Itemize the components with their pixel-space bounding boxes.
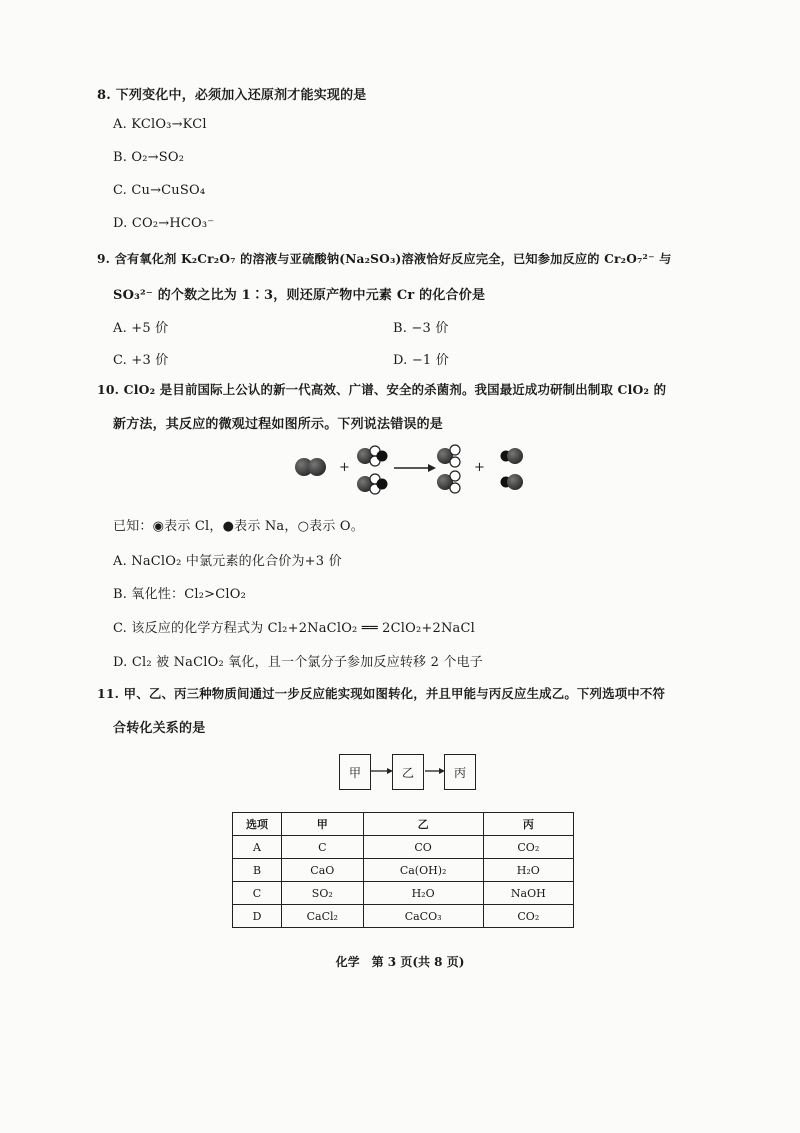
- table-cell: H₂O: [363, 882, 483, 905]
- nacl-molecule: [501, 474, 524, 490]
- q10-option-b: B. 氧化性：Cl₂>ClO₂: [113, 587, 247, 602]
- page-footer: 化学 第 3 页(共 8 页): [335, 955, 465, 969]
- plus-sign: +: [339, 460, 350, 475]
- table-cell: CaCO₃: [363, 905, 483, 928]
- q10-option-d: D. Cl₂ 被 NaClO₂ 氧化，且一个氯分子参加反应转移 2 个电子: [113, 655, 483, 670]
- table-header: 选项: [233, 813, 282, 836]
- table-header: 丙: [483, 813, 573, 836]
- plus-sign: +: [474, 460, 485, 475]
- box-bing: 丙: [444, 754, 476, 790]
- transform-arrows: [369, 764, 449, 778]
- naclo2-molecule: [357, 446, 388, 466]
- table-row: [233, 905, 574, 928]
- q9-stem-line2: SO₃²⁻ 的个数之比为 1∶3，则还原产物中元素 Cr 的化合价是: [113, 288, 486, 303]
- q8-option-d: D. CO₂→HCO₃⁻: [113, 216, 215, 231]
- table-cell: CO₂: [483, 836, 573, 859]
- box-jia: 甲: [339, 754, 371, 790]
- q8-option-c: C. Cu→CuSO₄: [113, 183, 206, 198]
- table-header: 甲: [282, 813, 364, 836]
- q9-option-d: D. −1 价: [393, 353, 449, 368]
- q9-option-c: C. +3 价: [113, 353, 169, 368]
- table-cell: H₂O: [483, 859, 573, 882]
- options-table: [232, 812, 574, 928]
- table-header: 乙: [363, 813, 483, 836]
- q10-option-c: C. 该反应的化学方程式为 Cl₂+2NaClO₂ ══ 2ClO₂+2NaCl: [113, 621, 476, 636]
- q10-stem-line1: 10. ClO₂ 是目前国际上公认的新一代高效、广谱、安全的杀菌剂。我国最近成功研制出制取 ClO₂ 的: [97, 382, 667, 397]
- reaction-diagram: [290, 442, 530, 500]
- q10-legend: 已知：◉表示 Cl，●表示 Na，○表示 O。: [113, 519, 364, 534]
- table-cell: C: [233, 882, 282, 905]
- q9-stem-line1: 9. 含有氧化剂 K₂Cr₂O₇ 的溶液与亚硫酸钠(Na₂SO₃)溶液恰好反应完全，已知参加反应的 Cr₂O₇²⁻ 与: [97, 252, 672, 266]
- q10-stem-line2: 新方法，其反应的微观过程如图所示。下列说法错误的是: [113, 417, 444, 432]
- table-cell: C: [282, 836, 364, 859]
- nacl-molecule: [501, 448, 524, 464]
- clo2-molecule: [437, 471, 460, 493]
- table-cell: SO₂: [282, 882, 364, 905]
- q10-option-a: A. NaClO₂ 中氯元素的化合价为+3 价: [113, 554, 342, 569]
- table-cell: Ca(OH)₂: [363, 859, 483, 882]
- table-row: [233, 836, 574, 859]
- q9-option-a: A. +5 价: [113, 321, 169, 336]
- table-row: [233, 882, 574, 905]
- table-row: [233, 859, 574, 882]
- q8-stem: 8. 下列变化中，必须加入还原剂才能实现的是: [97, 88, 367, 103]
- q11-stem-line2: 合转化关系的是: [113, 721, 206, 736]
- q9-option-b: B. −3 价: [393, 321, 449, 336]
- q8-option-b: B. O₂→SO₂: [113, 150, 185, 165]
- table-cell: CO₂: [483, 905, 573, 928]
- q11-stem-line1: 11. 甲、乙、丙三种物质间通过一步反应能实现如图转化，并且甲能与丙反应生成乙。下列选项中不符: [97, 686, 666, 701]
- naclo2-molecule: [357, 474, 388, 494]
- table-cell: CO: [363, 836, 483, 859]
- clo2-molecule: [437, 445, 460, 467]
- box-yi: 乙: [392, 754, 424, 790]
- table-cell: B: [233, 859, 282, 882]
- table-cell: NaOH: [483, 882, 573, 905]
- table-cell: D: [233, 905, 282, 928]
- table-header-row: [233, 813, 574, 836]
- table-cell: CaCl₂: [282, 905, 364, 928]
- table-cell: CaO: [282, 859, 364, 882]
- table-cell: A: [233, 836, 282, 859]
- cl2-molecule: [295, 458, 326, 476]
- q8-option-a: A. KClO₃→KCl: [113, 117, 207, 132]
